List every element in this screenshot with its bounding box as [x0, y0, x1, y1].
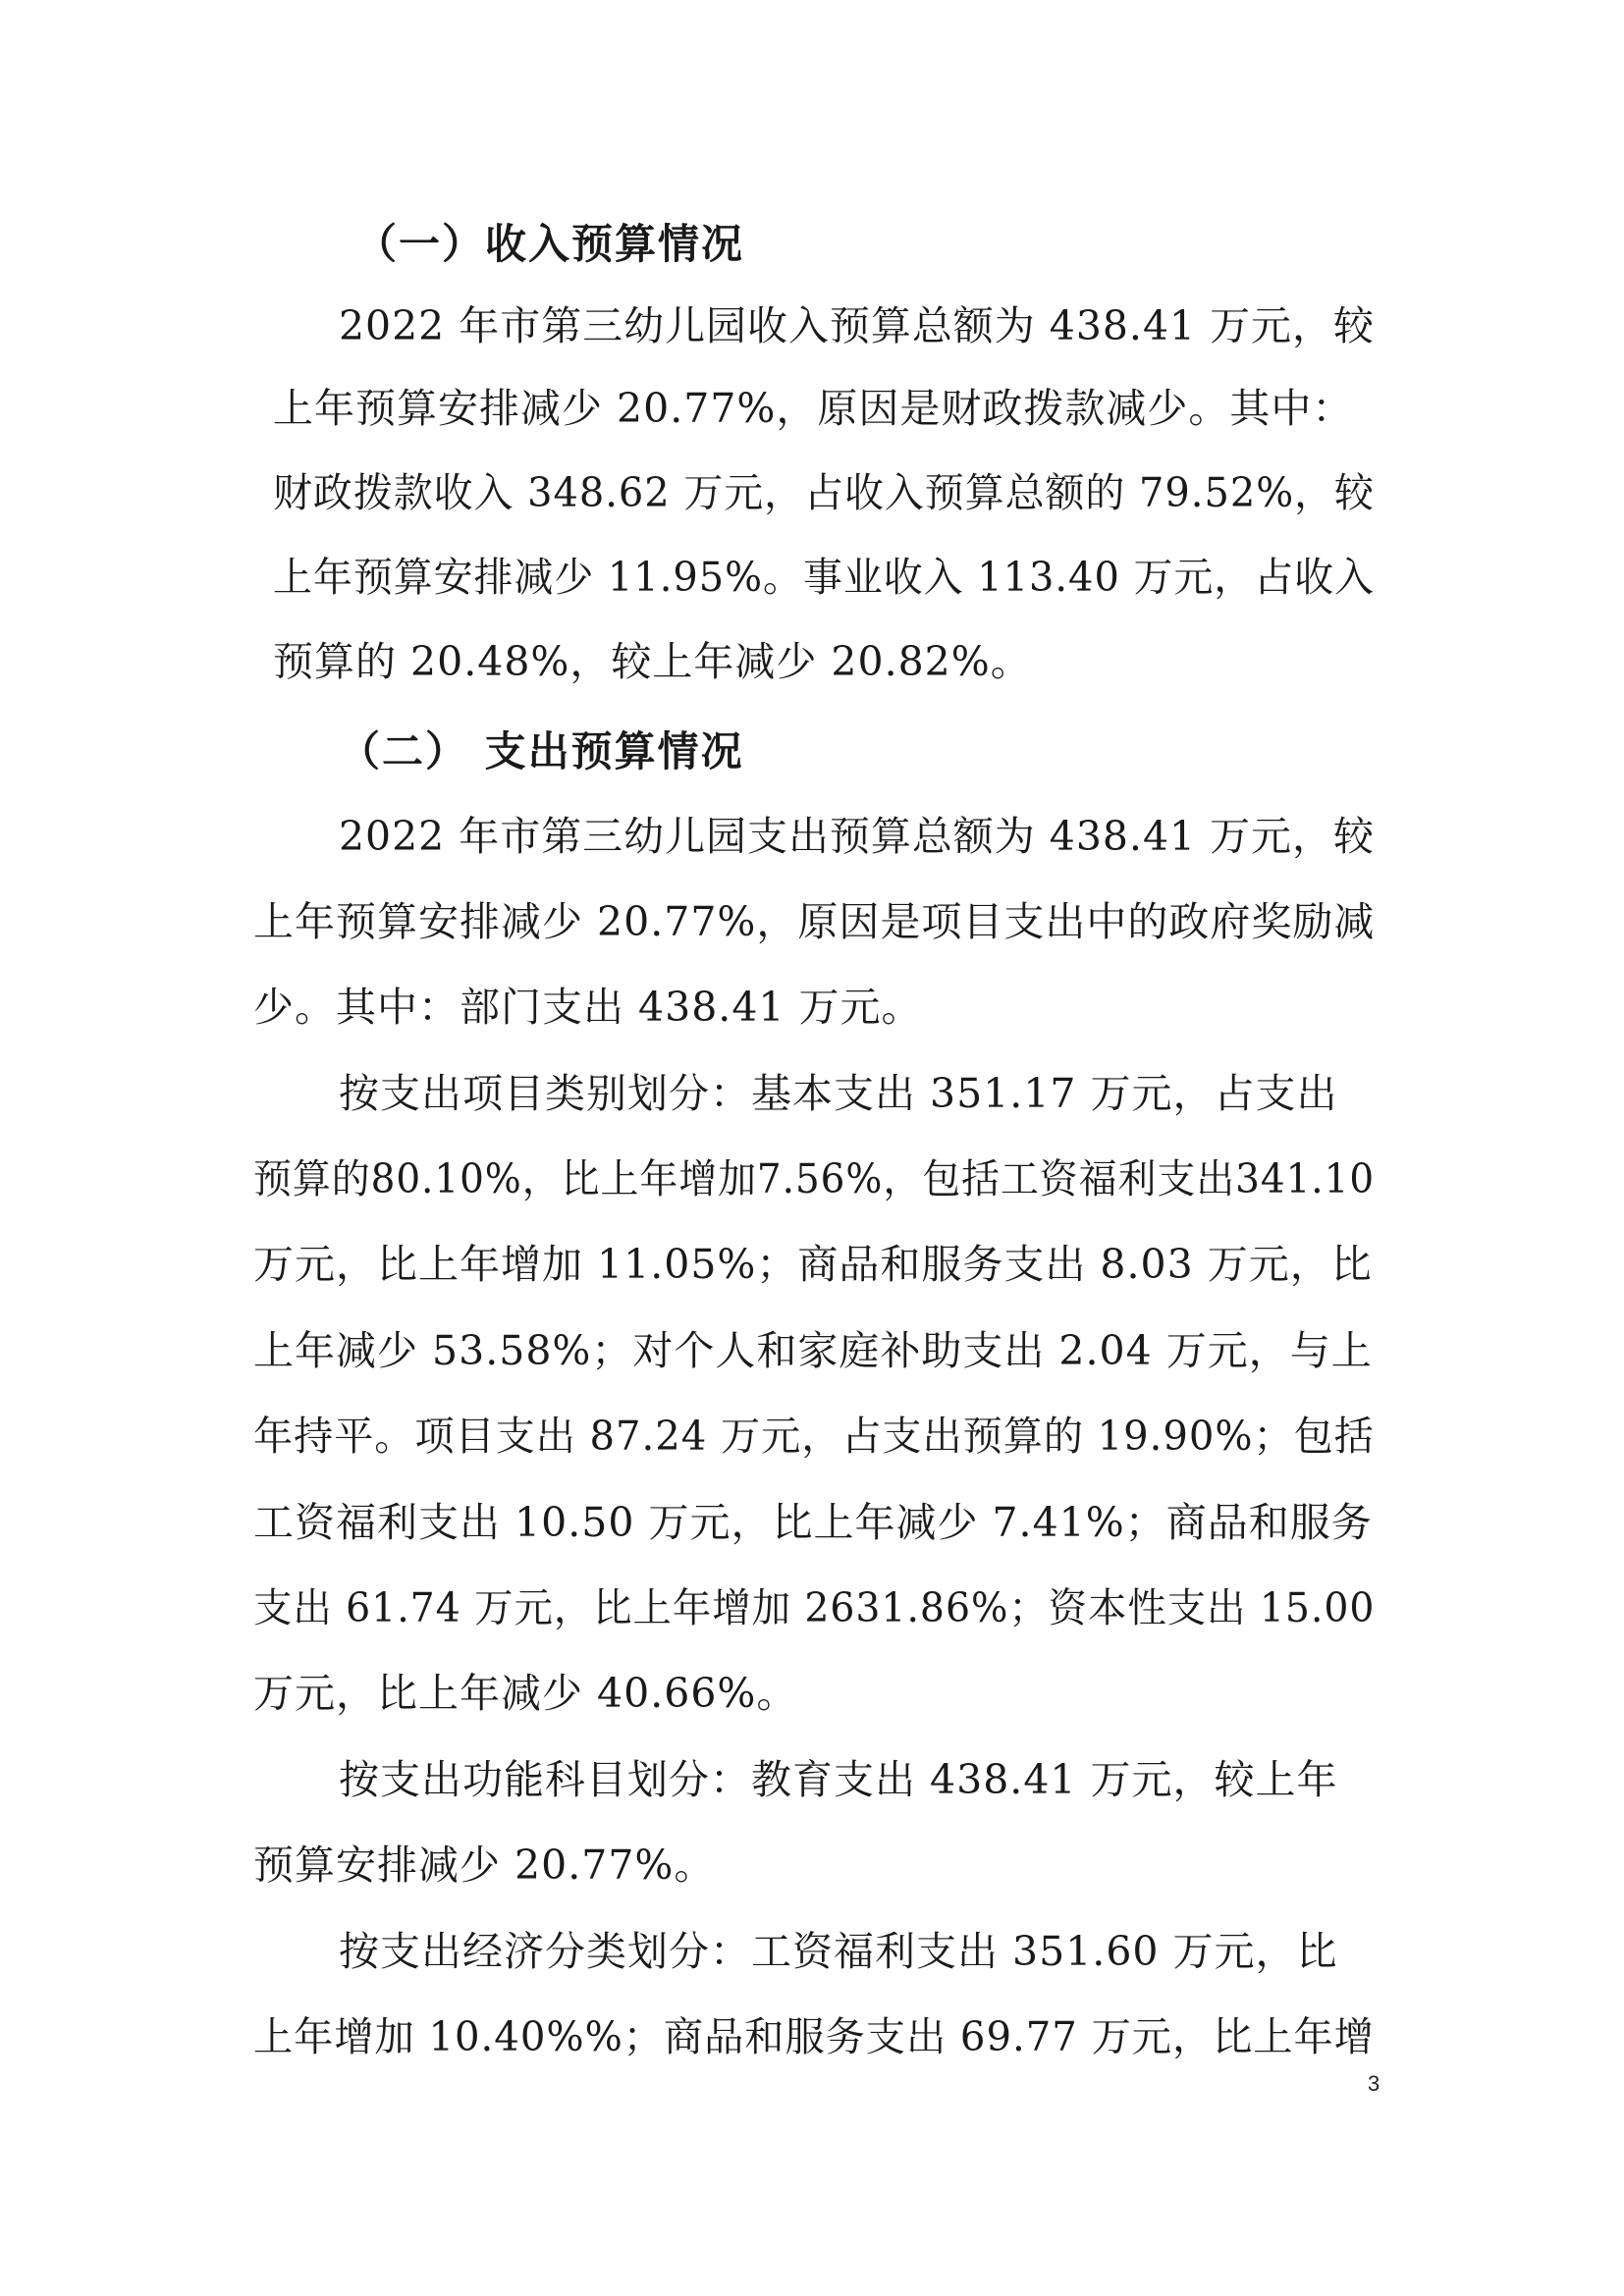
paragraph-line: 工资福利支出 10.50 万元，比上年减少 7.41%；商品和服务 [253, 1499, 1373, 1546]
paragraph-line: 年持平。项目支出 87.24 万元，占支出预算的 19.90%；包括 [253, 1413, 1375, 1460]
paragraph-line: 财政拨款收入 348.62 万元，占收入预算总额的 79.52%，较 [273, 469, 1375, 516]
paragraph-line: 2022 年市第三幼儿园支出预算总额为 438.41 万元，较 [339, 813, 1375, 860]
paragraph-line: 预算的80.10%，比上年增加7.56%，包括工资福利支出341.10 [253, 1155, 1376, 1202]
paragraph-line: 支出 61.74 万元，比上年增加 2631.86%；资本性支出 15.00 [253, 1584, 1376, 1631]
paragraph-line: 预算安排减少 20.77%。 [253, 1842, 716, 1889]
paragraph-line: 上年预算安排减少 11.95%。事业收入 113.40 万元，占收入 [273, 554, 1375, 601]
paragraph-line: 预算的 20.48%，较上年减少 20.82%。 [273, 638, 1032, 685]
paragraph-line: 2022 年市第三幼儿园收入预算总额为 438.41 万元，较 [339, 302, 1375, 349]
paragraph-line: 上年增加 10.40%%；商品和服务支出 69.77 万元，比上年增 [253, 2013, 1375, 2060]
paragraph-line: 按支出功能科目划分：教育支出 438.41 万元，较上年 [339, 1756, 1338, 1803]
section-heading-expenditure: （二） 支出预算情况 [339, 727, 744, 775]
paragraph-line: 万元，比上年增加 11.05%；商品和服务支出 8.03 万元，比 [253, 1241, 1373, 1288]
page-number: 3 [1368, 2071, 1380, 2096]
paragraph-line: 上年减少 53.58%；对个人和家庭补助支出 2.04 万元，与上 [253, 1327, 1373, 1374]
paragraph-line: 上年预算安排减少 20.77%，原因是财政拨款减少。其中： [273, 385, 1354, 432]
paragraph-line: 上年预算安排减少 20.77%，原因是项目支出中的政府奖励减 [253, 898, 1376, 945]
paragraph-line: 按支出经济分类划分：工资福利支出 351.60 万元，比 [339, 1928, 1338, 1975]
paragraph-line: 万元，比上年减少 40.66%。 [253, 1670, 798, 1717]
paragraph-line: 按支出项目类别划分：基本支出 351.17 万元，占支出 [339, 1070, 1338, 1117]
paragraph-line: 少。其中：部门支出 438.41 万元。 [253, 984, 923, 1031]
section-heading-income: （一）收入预算情况 [355, 220, 745, 268]
